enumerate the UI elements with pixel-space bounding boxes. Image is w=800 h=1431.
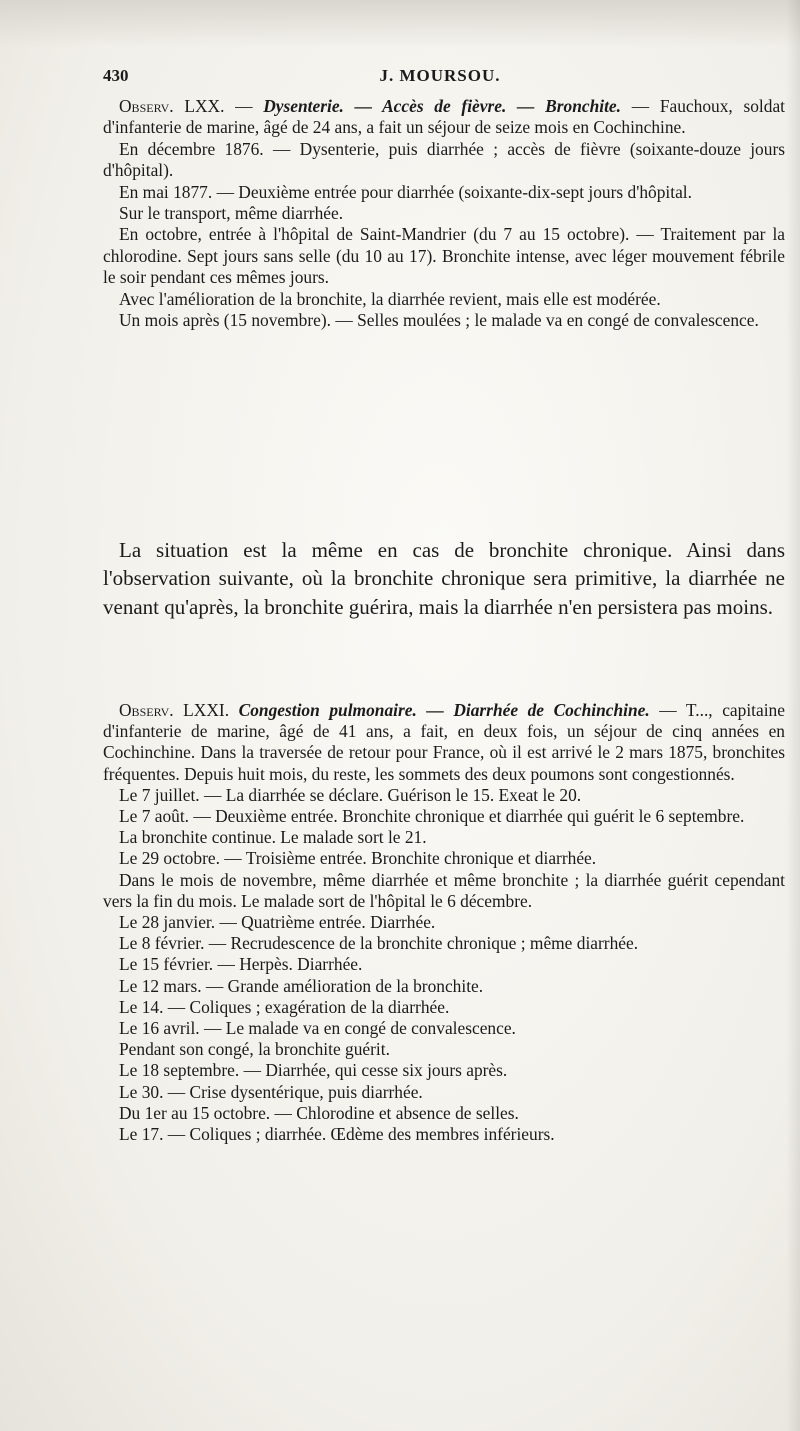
observation-71-entry: Le 8 février. — Recrudescence de la bronchite chronique ; même diarrhée. (119, 933, 639, 954)
observation-71-entry: Le 16 avril. — Le malade va en congé de convalescence. (119, 1018, 516, 1039)
observation-70-entry: Un mois après (15 novembre). — Selles moulées ; le malade va en congé de convalescence. (119, 310, 759, 331)
observation-70-entry: En mai 1877. — Deuxième entrée pour diarrhée (soixante-dix-sept jours d'hôpital. (119, 181, 692, 202)
commentary-text: La situation est la même en cas de bronchite chronique. Ainsi dans l'observation suivante, où la bronchite chronique sera primitive, la diarrhée ne venant qu'après, la bronchite guérira, mais la diarrhée n'en persistera pas moins. (103, 538, 785, 619)
page-number: 430 (103, 66, 129, 85)
observation-label: Observ. LXX. (119, 96, 225, 116)
observation-70-heading: Observ. LXX. — Dysenterie. — Accès de fièvre. — Bronchite. — Fauchoux, soldat d'infanterie de marine, âgé de 24 ans, a fait un séjour de seize mois en Cochinchine. (103, 96, 786, 138)
observation-71-entry: Le 15 février. — Herpès. Diarrhée. (119, 954, 363, 975)
observation-71-entry: Le 14. — Coliques ; exagération de la diarrhée. (119, 996, 450, 1017)
observation-71-entry: Le 29 octobre. — Troisième entrée. Bronchite chronique et diarrhée. (119, 848, 597, 869)
observation-70-entry: Avec l'amélioration de la bronchite, la diarrhée revient, mais elle est modérée. (119, 288, 661, 309)
observation-70-entry: Sur le transport, même diarrhée. (119, 203, 344, 224)
observation-71-entry: Le 7 août. — Deuxième entrée. Bronchite chronique et diarrhée qui guérit le 6 septembre. (119, 806, 745, 827)
observation-71-entry: Le 28 janvier. — Quatrième entrée. Diarrhée. (119, 912, 436, 933)
page-header (95, 66, 785, 90)
observation-71-entry: Le 17. — Coliques ; diarrhée. Œdème des membres inférieurs. (119, 1124, 555, 1145)
observation-70-entry: En décembre 1876. — Dysenterie, puis diarrhée ; accès de fièvre (soixante-douze jours d'hôpital). (103, 138, 785, 181)
observation-71-entry: Le 30. — Crise dysentérique, puis diarrhée. (119, 1081, 423, 1102)
observation-71-entry: Dans le mois de novembre, même diarrhée et même bronchite ; la diarrhée guérit cependant vers la fin du mois. Le malade sort de l'hôpital le 6 décembre. (103, 869, 785, 911)
observation-71-entry: Pendant son congé, la bronchite guérit. (119, 1039, 390, 1060)
observation-71-entry: Du 1er au 15 octobre. — Chlorodine et absence de selles. (119, 1102, 519, 1123)
observation-70 (103, 96, 785, 331)
observation-71-entry: Le 18 septembre. — Diarrhée, qui cesse six jours après. (119, 1060, 508, 1081)
running-title: J. MOURSOU. (379, 66, 501, 85)
observation-71-entry: La bronchite continue. Le malade sort le 21. (119, 827, 427, 848)
scan-shadow (0, 0, 800, 48)
observation-71-heading (103, 700, 785, 785)
commentary-paragraph (103, 536, 785, 621)
observation-intro: — T..., capitaine d'infanterie de marine, âgé de 41 ans, a fait, en deux fois, un séjour de cinq années en Cochinchine. Dans la traversée de retour pour France, où il est arrivé le 2 mars 1875, bronchites fréquentes. Depuis huit mois, du reste, les sommets des deux poumons sont congestionnés. (103, 700, 785, 784)
observation-title: Congestion pulmonaire. — Diarrhée de Cochinchine. (238, 700, 650, 720)
observation-71-entry: Le 7 juillet. — La diarrhée se déclare. Guérison le 15. Exeat le 20. (119, 784, 582, 805)
observation-71 (103, 700, 785, 1145)
observation-71-entry: Le 12 mars. — Grande amélioration de la bronchite. (119, 975, 484, 996)
observation-title: Dysenterie. — Accès de fièvre. — Bronchite. (263, 96, 621, 116)
observation-label: Observ. LXXI. (119, 700, 230, 720)
observation-70-entry: En octobre, entrée à l'hôpital de Saint-Mandrier (du 7 au 15 octobre). — Traitement par la chlorodine. Sept jours sans selle (du 10 au 17). Bronchite intense, avec léger mouvement fébrile le soir pendant ces mêmes jours. (103, 224, 785, 288)
page-edge-shadow (786, 0, 800, 1431)
observation-intro: — Fauchoux, soldat d'infanterie de marine, âgé de 24 ans, a fait un séjour de seize mois en Cochinchine. (103, 96, 786, 138)
